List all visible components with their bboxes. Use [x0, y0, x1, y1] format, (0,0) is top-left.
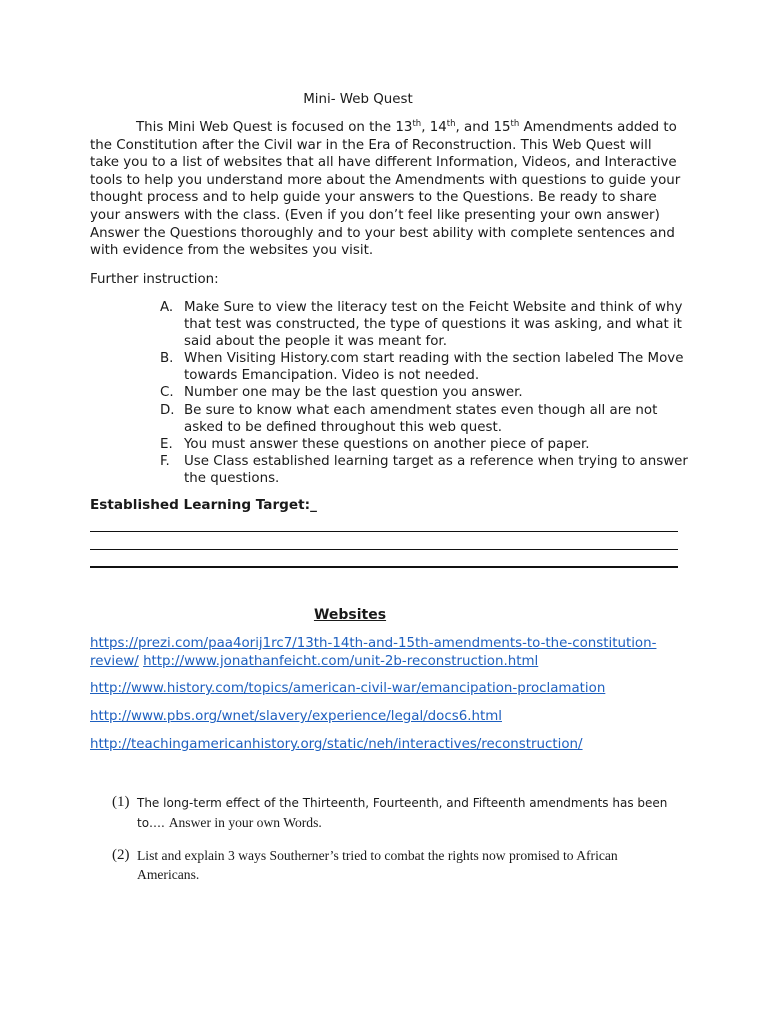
teaching-history-link[interactable]: http://teachingamericanhistory.org/static/neh/interactives/reconstruction/ — [90, 737, 583, 752]
question-text: List and explain 3 ways Southerner’s tried to combat the rights now promised to African Americans. — [137, 848, 618, 882]
question-item — [112, 793, 682, 833]
history-link[interactable]: http://www.history.com/topics/american-civil-war/emancipation-proclamation — [90, 681, 606, 696]
question-text-part: Answer in your own Words. — [168, 815, 322, 830]
learning-target-label: Established Learning Target:_ — [90, 497, 317, 513]
question-text-part: The long-term effect of the Thirteenth, Fourteenth, and Fifteenth amendments has been to…. — [137, 796, 668, 830]
list-marker: F. — [160, 453, 170, 469]
instruction-list — [0, 299, 690, 487]
further-instruction-label: Further instruction: — [90, 272, 219, 287]
intro-text-4: Amendments added to the Constitution after the Civil war in the Era of Reconstruction. This Web Quest will take you to a list of websites that all have different Information, Videos, and Interactive tools to help you understand more about the Amendments with questions to guide your thought process and to help guide your answers to the Questions. Be ready to share your answers with the class. (Even if you don’t feel like presenting your own answer) Answer the Questions thoroughly and to your best ability with complete sentences and with evidence from the websites you visit. — [90, 120, 681, 259]
instruction-text: When Visiting History.com start reading with the section labeled The Move towards Emancipation. Video is not needed. — [184, 351, 684, 384]
instruction-item — [0, 453, 690, 487]
instruction-item — [0, 350, 690, 384]
instruction-item — [0, 402, 690, 436]
instruction-item — [0, 384, 690, 401]
ordinal-suffix: th — [412, 119, 422, 129]
prezi-link[interactable]: https://prezi.com/paa4orij1rc7/13th-14th-and-15th-amendments-to-the-constitution-review/ — [90, 636, 657, 669]
intro-text-2: , 14 — [421, 120, 447, 135]
question-text — [112, 793, 682, 833]
list-marker: D. — [160, 402, 175, 418]
list-marker: A. — [160, 300, 174, 315]
answer-line — [90, 566, 678, 568]
pbs-link[interactable]: http://www.pbs.org/wnet/slavery/experience/legal/docs6.html — [90, 709, 502, 724]
intro-paragraph — [90, 119, 682, 260]
question-number: (2) — [112, 847, 130, 863]
instruction-item — [0, 436, 690, 453]
instruction-text: Be sure to know what each amendment states even though all are not asked to be defined throughout this web quest. — [184, 402, 658, 435]
question-item — [112, 846, 682, 884]
question-number: (1) — [112, 794, 130, 810]
instruction-text: Number one may be the last question you answer. — [184, 385, 523, 401]
intro-text-3: , and 15 — [455, 120, 511, 135]
page-title: Mini- Web Quest — [303, 92, 413, 107]
answer-line — [90, 549, 678, 550]
ordinal-suffix: th — [510, 119, 520, 129]
websites-heading: Websites — [313, 607, 387, 623]
instruction-item — [0, 299, 690, 350]
intro-text-1: This Mini Web Quest is focused on the 13 — [136, 120, 413, 135]
instruction-text: Make Sure to view the literacy test on the Feicht Website and think of why that test was constructed, the type of questions it was asking, and what it said about the people it was meant for. — [184, 300, 683, 350]
instruction-text: Use Class established learning target as a reference when trying to answer the questions. — [184, 453, 688, 486]
ordinal-suffix: th — [446, 119, 456, 129]
feicht-link[interactable]: http://www.jonathanfeicht.com/unit-2b-reconstruction.html — [143, 654, 539, 669]
list-marker: E. — [160, 436, 173, 452]
link-paragraph — [90, 635, 686, 671]
list-marker: B. — [160, 351, 174, 367]
answer-line — [90, 531, 678, 532]
list-marker: C. — [160, 385, 174, 401]
instruction-text: You must answer these questions on another piece of paper. — [184, 436, 590, 452]
